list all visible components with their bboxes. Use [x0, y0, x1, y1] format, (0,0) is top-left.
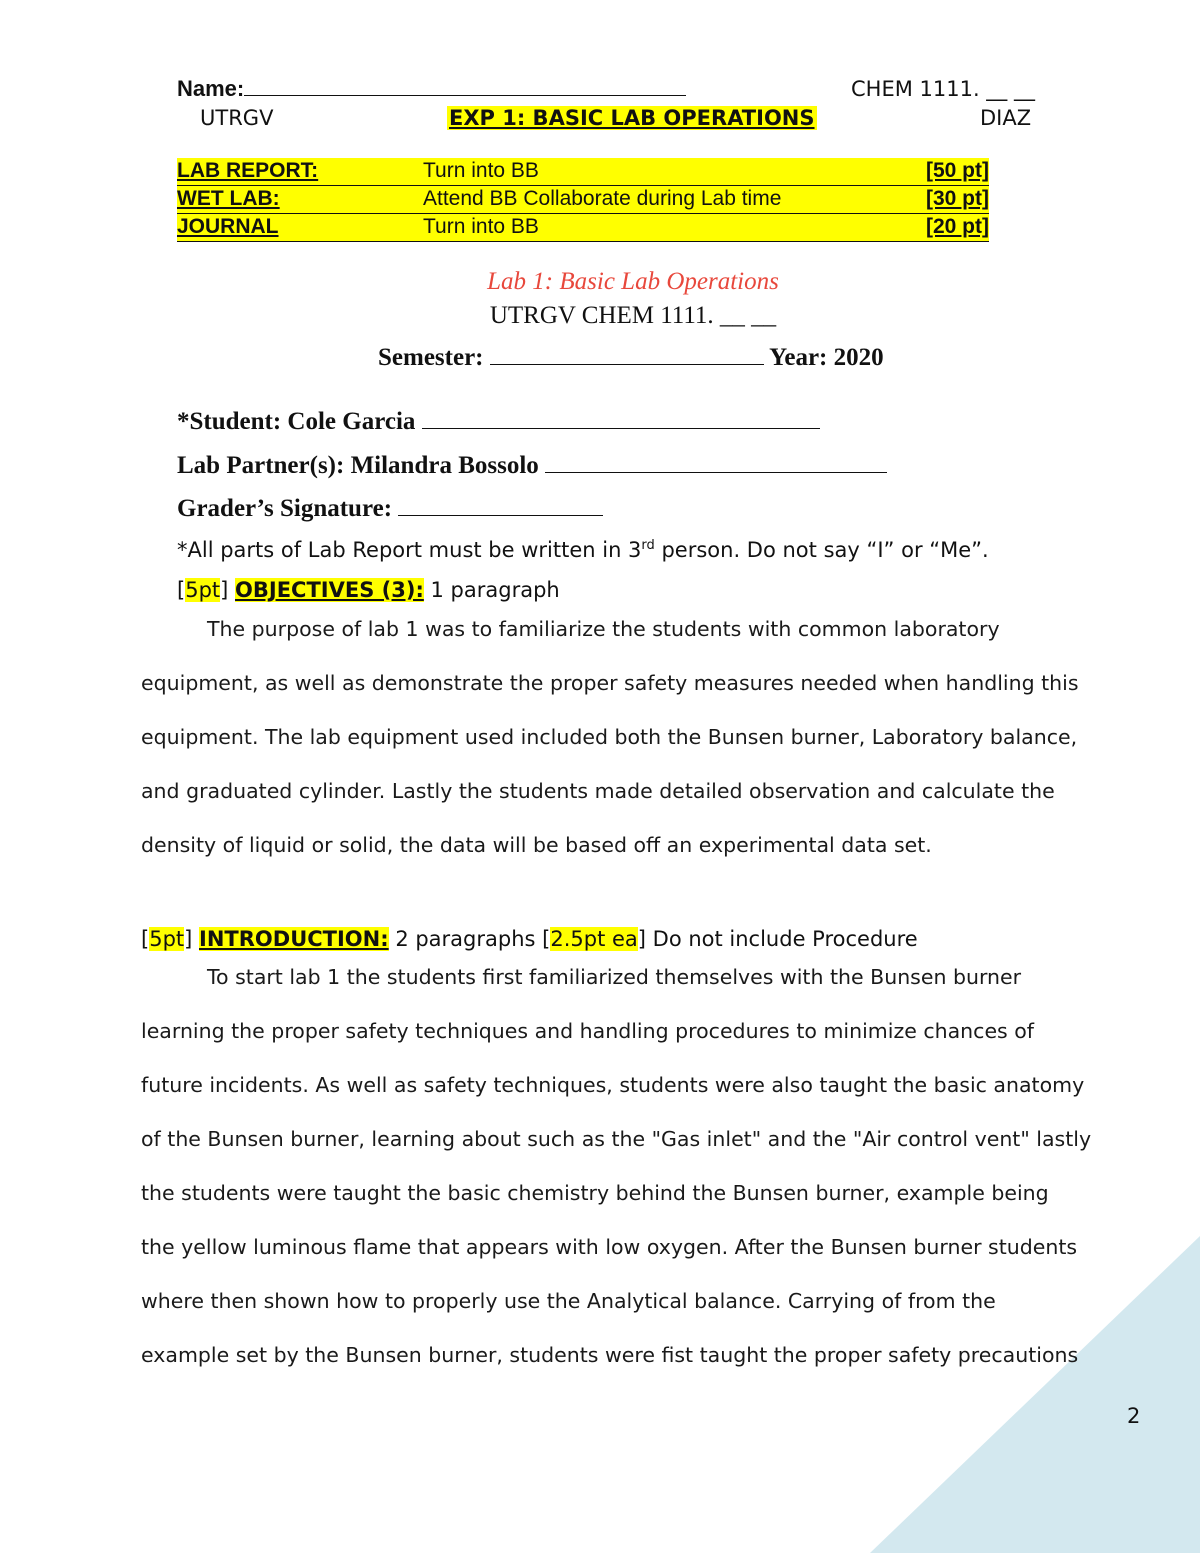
semester-blank [490, 364, 764, 365]
bracket-open: [ [177, 578, 186, 602]
semester-label: Semester: [378, 344, 484, 371]
year-label: Year: 2020 [769, 344, 884, 371]
introduction-line: where then shown how to properly use the Analytical balance. Carrying of from the [141, 1289, 996, 1313]
introduction-line: example set by the Bunsen burner, students were fist taught the proper safety precautions [141, 1343, 1079, 1367]
grading-label: JOURNAL [177, 215, 279, 238]
objectives-line: and graduated cylinder. Lastly the students made detailed observation and calculate the [141, 779, 1055, 803]
grading-label: LAB REPORT: [177, 159, 319, 182]
objectives-heading [177, 578, 560, 602]
introduction-line: the yellow luminous flame that appears with low oxygen. After the Bunsen burner students [141, 1235, 1078, 1259]
corner-triangle [870, 1236, 1200, 1553]
objectives-line: equipment, as well as demonstrate the proper safety measures needed when handling this [141, 671, 1079, 695]
grader-blank [398, 515, 603, 516]
introduction-heading [141, 927, 918, 951]
grading-points: [30 pt] [926, 187, 989, 210]
grading-points: [20 pt] [926, 215, 989, 238]
third-person-note [177, 538, 989, 562]
student-label: *Student: Cole Garcia [177, 408, 416, 435]
course-code: CHEM 1111. __ __ [851, 77, 1035, 101]
introduction-hint-points: 2.5pt ea [550, 927, 638, 951]
introduction-title: INTRODUCTION: [199, 927, 389, 951]
bracket-close: ] [220, 578, 229, 602]
name-label-text: Name: [177, 76, 245, 101]
note-text-end: person. Do not say “I” or “Me”. [654, 538, 989, 562]
introduction-hint: 2 paragraphs [ [388, 927, 551, 951]
partner-line [177, 452, 887, 480]
objectives-hint: 1 paragraph [423, 578, 560, 602]
introduction-line: the students were taught the basic chemistry behind the Bunsen burner, example being [141, 1181, 1049, 1205]
page-number: 2 [1127, 1404, 1141, 1428]
grader-line [177, 495, 603, 523]
introduction-hint-end: ] Do not include Procedure [637, 927, 918, 951]
partner-blank [545, 472, 887, 473]
grading-label: WET LAB: [177, 187, 280, 210]
objectives-title: OBJECTIVES (3): [235, 578, 424, 602]
grading-row-wet-lab [177, 186, 989, 214]
grading-row-lab-report [177, 158, 989, 186]
grading-description: Turn into BB [423, 215, 539, 238]
course-line: UTRGV CHEM 1111. __ __ [489, 302, 777, 329]
note-superscript: rd [641, 538, 655, 553]
introduction-line: of the Bunsen burner, learning about such as the "Gas inlet" and the "Air control vent" lastly [141, 1127, 1092, 1151]
student-line [177, 408, 820, 436]
objectives-line: equipment. The lab equipment used included both the Bunsen burner, Laboratory balance, [141, 725, 1078, 749]
grading-row-journal [177, 214, 989, 242]
partner-label: Lab Partner(s): Milandra Bossolo [177, 452, 539, 479]
name-blank [244, 95, 686, 96]
instructor-name: DIAZ [980, 106, 1032, 130]
grading-description: Attend BB Collaborate during Lab time [423, 187, 782, 210]
school-name: UTRGV [200, 106, 274, 130]
objectives-line: The purpose of lab 1 was to familiarize the students with common laboratory [207, 617, 1000, 641]
experiment-title: EXP 1: BASIC LAB OPERATIONS [449, 106, 815, 130]
introduction-line: learning the proper safety techniques and handling procedures to minimize chances of [141, 1019, 1035, 1043]
name-label [177, 76, 686, 102]
grading-description: Turn into BB [423, 159, 539, 182]
grading-points: [50 pt] [926, 159, 989, 182]
lab-title: Lab 1: Basic Lab Operations [487, 268, 779, 295]
semester-line [378, 344, 884, 372]
student-blank [422, 428, 820, 429]
bracket-close: ] [184, 927, 193, 951]
objectives-points: 5pt [185, 578, 221, 602]
objectives-line: density of liquid or solid, the data will be based off an experimental data set. [141, 833, 932, 857]
introduction-points: 5pt [149, 927, 185, 951]
introduction-line: To start lab 1 the students first familiarized themselves with the Bunsen burner [207, 965, 1022, 989]
grader-label: Grader’s Signature: [177, 495, 393, 522]
bracket-open: [ [141, 927, 150, 951]
note-text: *All parts of Lab Report must be written in 3 [177, 538, 642, 562]
introduction-line: future incidents. As well as safety techniques, students were also taught the basic anatomy [141, 1073, 1085, 1097]
